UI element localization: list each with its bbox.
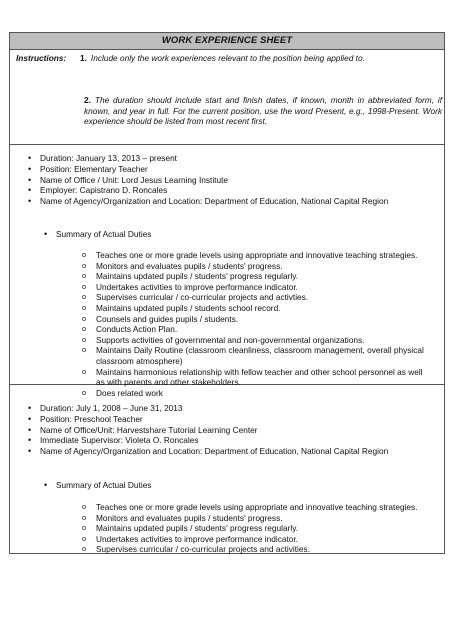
experience-entry [10, 145, 444, 398]
duty-item: o Maintains harmonious relationship with fellow teacher and other school personnel as well as with parents and other stakeholders. [82, 367, 432, 388]
duty-item: o Maintains updated pupils / students' progress regularly. [82, 271, 432, 282]
duty-item: o Teaches one or more grade levels using appropriate and innovative teaching strategies. [82, 502, 432, 513]
duties-list [82, 502, 432, 555]
duration-item: • Duration: July 1, 2008 – June 31, 2013 [28, 403, 442, 414]
duty-item: o Maintains Daily Routine (classroom cleanliness, classroom management, overall physical classroom atmosphere) [82, 345, 432, 366]
supervisor-item: • Immediate Supervisor: Violeta O. Roncales [28, 435, 442, 446]
agency-item: • Name of Agency/Organization and Location: Department of Education, National Capital Region [28, 196, 442, 207]
instructions-label: Instructions: [16, 53, 67, 63]
summary-heading: • Summary of Actual Duties [56, 229, 151, 240]
agency-item: • Name of Agency/Organization and Location: Department of Education, National Capital Region [28, 446, 442, 457]
sheet-title: WORK EXPERIENCE SHEET [10, 33, 444, 50]
instruction-text: Include only the work experiences relevant to the position being applied to. [90, 53, 365, 63]
duty-item: o Counsels and guides pupils / students. [82, 314, 432, 325]
instructions-block [10, 50, 444, 145]
duty-item: o Undertakes activities to improve performance indicator. [82, 534, 432, 545]
office-item: • Name of Office / Unit: Lord Jesus Learning Institute [28, 175, 442, 186]
duty-item: o Monitors and evaluates pupils / students' progress. [82, 261, 432, 272]
summary-heading: • Summary of Actual Duties [56, 480, 151, 491]
instruction-number: 1. [80, 53, 87, 63]
duties-list [82, 250, 432, 398]
duration-item: • Duration: January 13, 2013 – present [28, 153, 442, 164]
duty-item: o Does related work [82, 388, 432, 399]
position-item: • Position: Preschool Teacher [28, 414, 442, 425]
instruction-text: The duration should include start and finish dates, if known, month in abbreviated form, if known, and year in full. For the current position, use the word Present, e.g., 1998-Present. Work experience should be listed from most recent first. [84, 95, 442, 126]
duty-item: o Supports activities of governmental and non-governmental organizations. [82, 335, 432, 346]
duty-item: o Maintains updated pupils / students school record. [82, 303, 432, 314]
employer-item: • Employer: Capistrano D. Roncales [28, 185, 442, 196]
work-experience-sheet [9, 32, 445, 554]
duty-item: o Conducts Action Plan. [82, 324, 432, 335]
instruction-number: 2. [84, 95, 91, 105]
duty-item: o Supervises curricular / co-curricular projects and activities. [82, 544, 432, 555]
position-item: • Position: Elementary Teacher [28, 164, 442, 175]
duty-item: o Supervises curricular / co-curricular projects and activties. [82, 292, 432, 303]
experience-entry [10, 385, 444, 555]
duty-item: o Monitors and evaluates pupils / students' progress. [82, 513, 432, 524]
instruction-item [80, 53, 442, 64]
duty-item: o Teaches one or more grade levels using appropriate and innovative teaching strategies. [82, 250, 432, 261]
duty-item: o Maintains updated pupils / students' progress regularly. [82, 523, 432, 534]
duty-item: o Undertakes activities to improve performance indicator. [82, 282, 432, 293]
instruction-item [84, 95, 442, 127]
experience-details [28, 403, 442, 457]
office-item: • Name of Office/Unit: Harvestshare Tutorial Learning Center [28, 425, 442, 436]
experience-details [28, 153, 442, 207]
